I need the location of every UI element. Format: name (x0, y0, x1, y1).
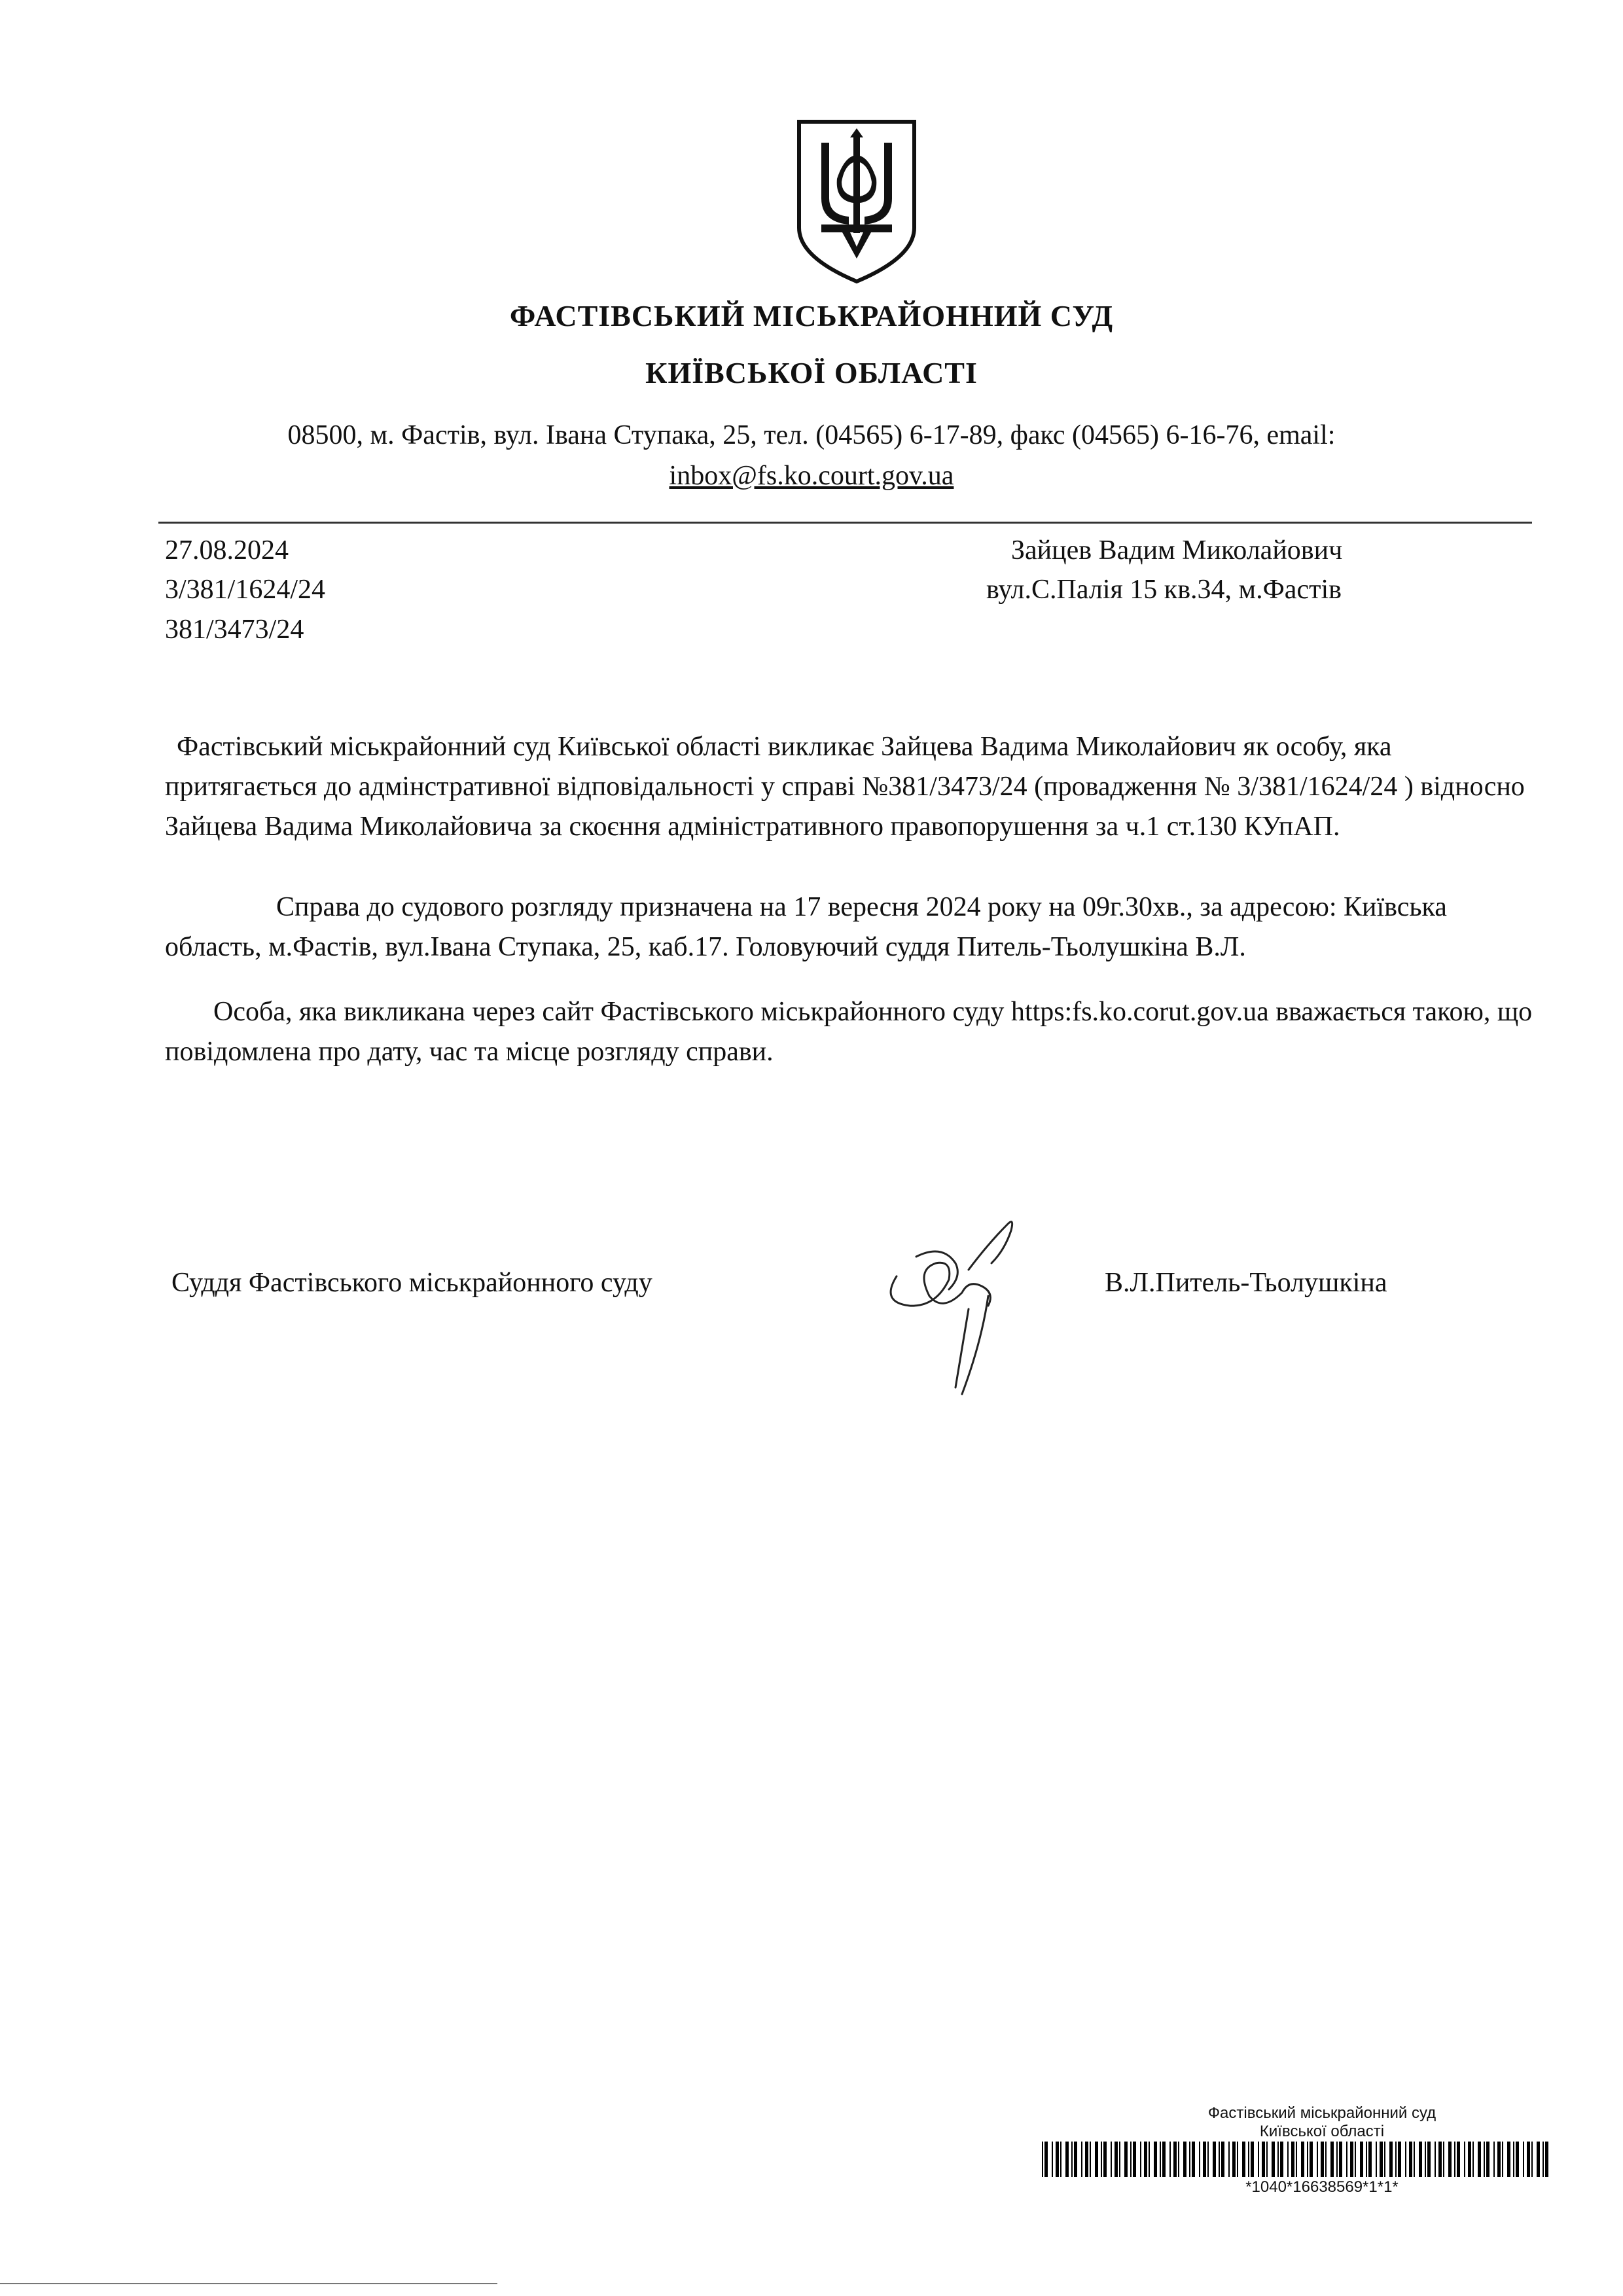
header-divider (158, 522, 1532, 524)
judge-position: Суддя Фастівського міськрайонного суду (171, 1268, 652, 1298)
barcode (1042, 2142, 1548, 2177)
summons-paragraph: Фастівський міськрайонний суд Київської області викликає Зайцева Вадима Миколайович як особу, яка притягається до адмінстративної відповідальності у справі №381/3473/24 (провадження № 3/381/1624/24 ) відносно Зайцева Вадима Миколайовича за скоєння адміністративного правопорушення за ч.1 ст.130 КУпАП. (165, 732, 1525, 842)
barcode-text: *1040*16638569*1*1* (1245, 2178, 1399, 2196)
address-line: 08500, м. Фастів, вул. Івана Ступака, 25, тел. (04565) 6-17-89, факс (04565) 6-16-76, email: (287, 420, 1336, 450)
addressee-address: вул.С.Палія 15 кв.34, м.Фастів (986, 575, 1342, 605)
trident-emblem-icon (791, 117, 922, 287)
page-bottom-line (0, 2283, 497, 2284)
court-address (0, 415, 1623, 496)
addressee-name: Зайцев Вадим Миколайович (1011, 535, 1343, 565)
court-name-line2: КИЇВСЬКОЇ ОБЛАСТІ (645, 356, 978, 389)
proceeding-number: 3/381/1624/24 (165, 575, 326, 605)
letter-date: 27.08.2024 (165, 535, 289, 565)
case-number: 381/3473/24 (165, 615, 304, 645)
hearing-details-paragraph: Справа до судового розгляду призначена на 17 вересня 2024 року на 09г.30хв., за адресою: Київська область, м.Фастів, вул.Івана Ступака, 25, каб.17. Головуючий суддя Питель-Тьолушкіна В.Л. (165, 892, 1447, 962)
stamp-region: Київської області (1259, 2123, 1385, 2140)
court-name-line1: ФАСТІВСЬКИЙ МІСЬКРАЙОННИЙ СУД (509, 299, 1114, 332)
judge-name: В.Л.Питель-Тьолушкіна (1105, 1268, 1387, 1298)
notification-paragraph: Особа, яка викликана через сайт Фастівського міськрайонного суду https:fs.ko.corut.gov.ua вважається такою, що повідомлена про дату, час та місце розгляду справи. (165, 997, 1533, 1067)
stamp-court-name: Фастівський міськрайонний суд (1207, 2104, 1436, 2122)
court-email-link[interactable]: inbox@fs.ko.court.gov.ua (669, 461, 954, 491)
handwritten-signature (870, 1198, 1034, 1407)
